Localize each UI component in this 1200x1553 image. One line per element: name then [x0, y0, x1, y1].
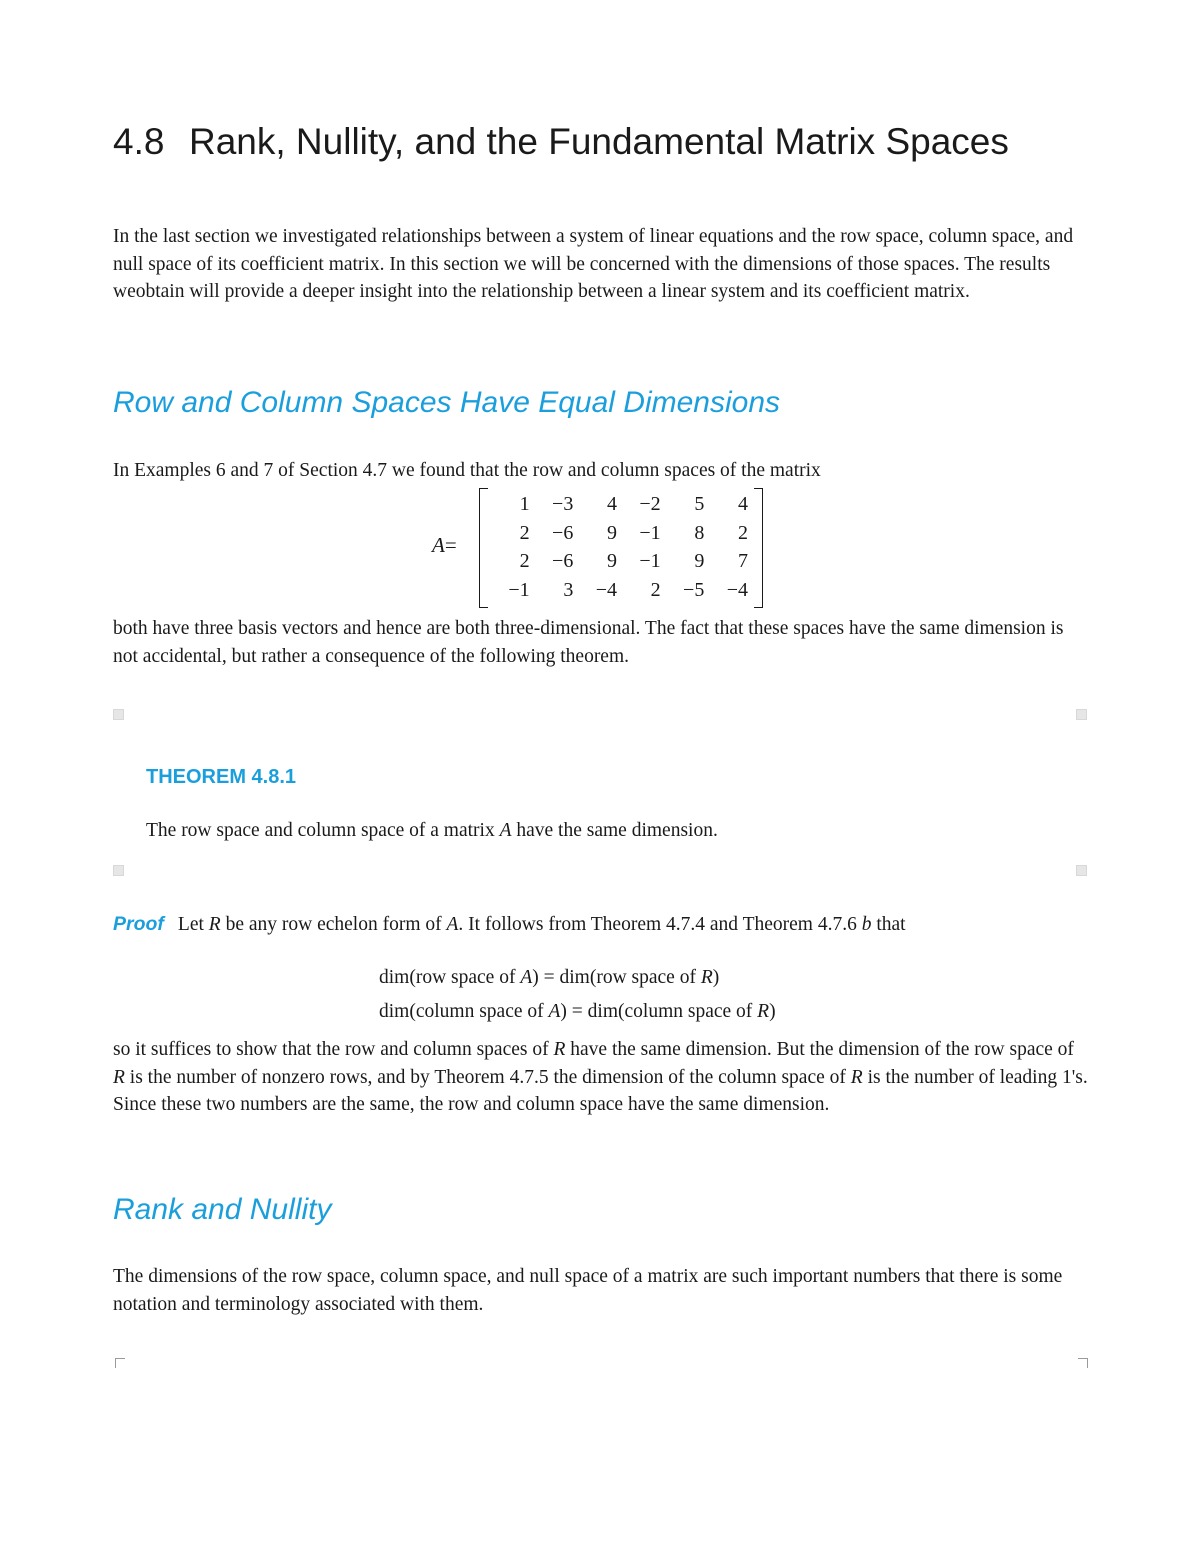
matrix-entry: 3 — [563, 578, 574, 601]
proof-var-3: b — [861, 914, 872, 935]
proof-text-3: . It follows from Theorem 4.7.4 and Theorem 4.7.6 — [458, 914, 862, 935]
matrix-entry: 2 — [519, 550, 530, 572]
eq2-var-1: A — [548, 1001, 561, 1022]
matrix-entry: −5 — [683, 578, 705, 601]
theorem-var: A — [499, 820, 512, 841]
eq1-text-c: ) — [712, 967, 720, 988]
after-matrix-paragraph: both have three basis vectors and hence are both three-dimensional. The fact that these spaces have the same dimension is not accidental, but rather a consequence of the following theorem. — [113, 618, 1064, 667]
matrix-entry: 2 — [519, 521, 530, 544]
heading-rank-nullity: Rank and Nullity — [113, 1193, 332, 1226]
examples-paragraph: In Examples 6 and 7 of Section 4.7 we found that the row and column spaces of the matrix — [113, 460, 821, 481]
matrix-entry: 9 — [607, 521, 617, 544]
matrix-equation — [432, 486, 772, 608]
heading-row-column-spaces: Row and Column Spaces Have Equal Dimensions — [113, 386, 781, 419]
eq2-text-c: ) — [769, 1001, 776, 1022]
proof-var-1: R — [208, 914, 221, 935]
proof-text-4: that — [871, 914, 906, 935]
conclusion-text-2: have the same dimension. But the dimension of the row space of — [565, 1039, 1074, 1060]
matrix-entry: 2 — [650, 578, 661, 601]
matrix-entry: −4 — [726, 578, 748, 601]
matrix-entry: −3 — [552, 493, 574, 515]
matrix-entry: −1 — [639, 550, 661, 572]
theorem-label: THEOREM 4.8.1 — [146, 766, 297, 788]
box-handle-bottom-right[interactable] — [1076, 865, 1087, 876]
matrix-left-bracket — [479, 488, 488, 608]
section-title — [113, 118, 1073, 166]
matrix-entry: 1 — [519, 493, 530, 515]
matrix-entry: 4 — [607, 493, 617, 515]
matrix-entry: −1 — [639, 521, 661, 544]
equation-row-space — [379, 965, 719, 991]
eq2-text-b: ) = dim(column space of — [560, 1001, 758, 1022]
matrix-lhs — [432, 532, 457, 558]
box-handle-top-right[interactable] — [1076, 709, 1087, 720]
matrix-entry: −6 — [552, 521, 574, 544]
matrix-entry: 8 — [694, 521, 705, 544]
box-handle-bottom-left[interactable] — [113, 865, 124, 876]
conclusion-text-4: is the number of leading 1's. Since these two numbers are the same, the row and column space have the same dimension. — [113, 1066, 1088, 1115]
matrix-entries — [488, 490, 750, 604]
eq2-var-2: R — [757, 1001, 770, 1022]
equation-column-space — [379, 999, 776, 1025]
matrix-equals: = — [444, 533, 457, 557]
conclusion-text-1: so it suffices to show that the row and column spaces of — [113, 1039, 554, 1060]
theorem-text-1: The row space and column space of a matrix — [146, 820, 500, 841]
matrix-name: A — [432, 533, 445, 557]
conclusion-var-3: R — [850, 1066, 863, 1088]
matrix-entry: −2 — [639, 493, 661, 515]
eq1-var-2: R — [700, 967, 713, 988]
conclusion-var-2: R — [113, 1066, 125, 1088]
matrix-right-bracket — [754, 488, 763, 608]
matrix-entry: −1 — [508, 578, 530, 601]
theorem-text-2: have the same dimension. — [511, 820, 718, 841]
matrix-entry: −4 — [595, 578, 617, 601]
matrix-entry: 2 — [738, 521, 748, 544]
proof-label: Proof — [113, 913, 164, 935]
rank-intro-paragraph: The dimensions of the row space, column space, and null space of a matrix are such important numbers that there is some notation and terminology associated with them. — [113, 1266, 1063, 1315]
conclusion-var-1: R — [553, 1039, 566, 1060]
proof-text-2: be any row echelon form of — [220, 914, 447, 935]
theorem-statement — [146, 817, 718, 844]
eq1-text-a: dim(row space of — [379, 967, 521, 988]
box-corner-top-right — [1078, 1358, 1088, 1368]
proof-line — [113, 911, 906, 938]
matrix-entry: 5 — [694, 493, 705, 515]
section-number: 4.8 — [113, 121, 165, 162]
box-handle-top-left[interactable] — [113, 709, 124, 720]
matrix-entry: −6 — [552, 550, 574, 572]
proof-conclusion-paragraph — [113, 1036, 1088, 1119]
proof-text-1: Let — [177, 914, 209, 935]
proof-var-2: A — [446, 914, 459, 935]
section-title-text: Rank, Nullity, and the Fundamental Matrix Spaces — [189, 121, 1009, 162]
matrix-entry: 7 — [738, 550, 748, 572]
intro-paragraph: In the last section we investigated relationships between a system of linear equations and the row space, column space, and null space of its coefficient matrix. In this section we will be concerned with the dimensions of those spaces. The results weobtain will provide a deeper insight into the relationship between a linear system and its coefficient matrix. — [113, 226, 1074, 302]
matrix-entry: 4 — [738, 493, 748, 515]
eq2-text-a: dim(column space of — [379, 1001, 549, 1022]
matrix-entry: 9 — [694, 550, 705, 572]
eq1-text-b: ) = dim(row space of — [532, 967, 701, 988]
matrix-entry: 9 — [607, 550, 617, 572]
eq1-var-1: A — [520, 967, 533, 988]
box-corner-top-left — [115, 1358, 125, 1368]
conclusion-text-3: is the number of nonzero rows, and by Theorem 4.7.5 the dimension of the column space of — [124, 1066, 851, 1088]
